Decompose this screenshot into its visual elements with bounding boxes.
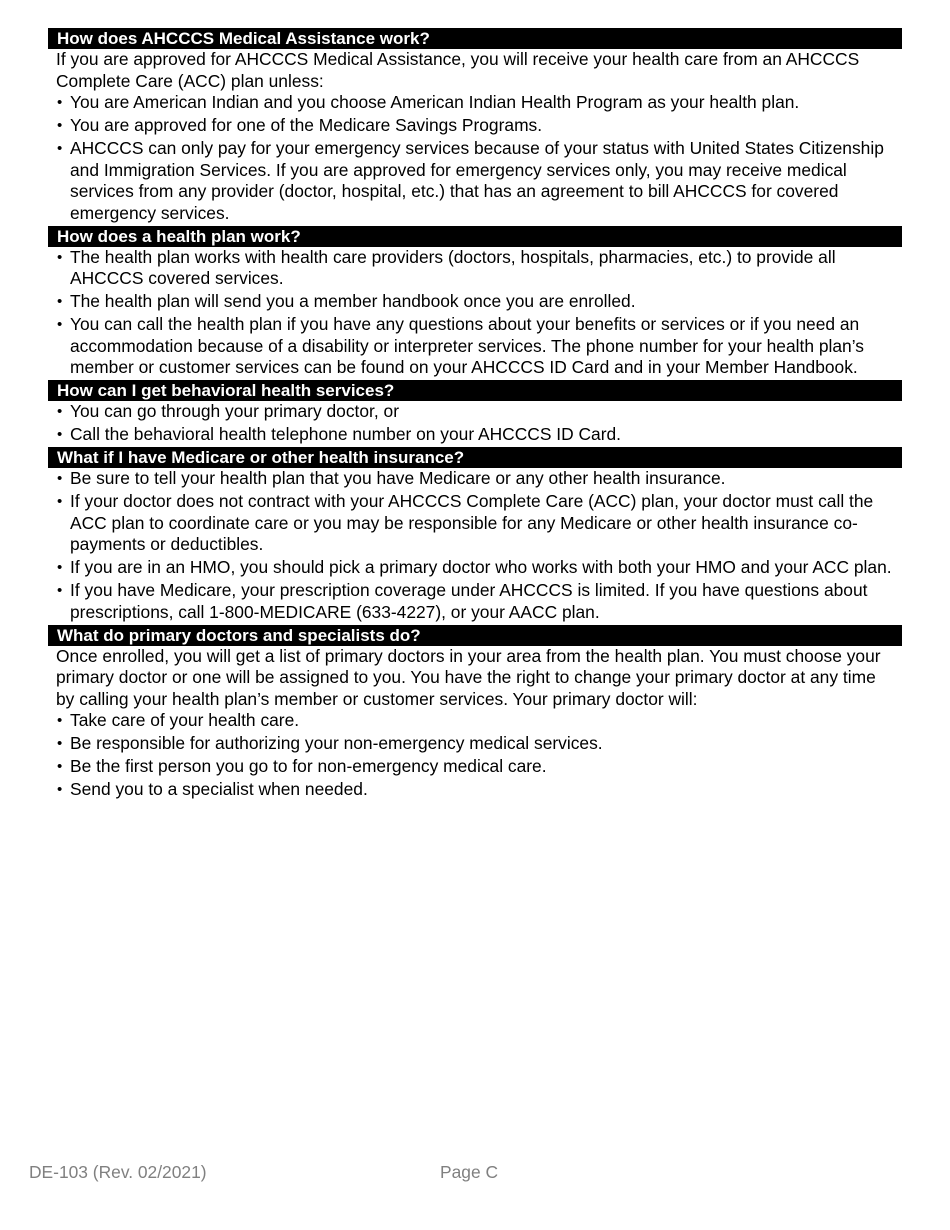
list-item: • If you are in an HMO, you should pick a primary doctor who works with both your HMO and your ACC plan. [57, 557, 892, 577]
list-item: • If you have Medicare, your prescription coverage under AHCCCS is limited. If you have questions about prescriptions, call 1-800-MEDICARE (633-4227), or your AACC plan. [57, 580, 868, 622]
list-item: • Be responsible for authorizing your non-emergency medical services. [57, 733, 603, 753]
bullet-list [48, 92, 902, 224]
list-item: • You can call the health plan if you have any questions about your benefits or services or if you need an accommodation because of a disability or interpreter services. The phone number for your health plan’s member or customer services can be found on your AHCCCS ID Card and in your Member Handbook. [57, 314, 864, 377]
page-number-footer: Page C [440, 1162, 499, 1182]
bullet-icon: • [57, 712, 63, 729]
section-behavioral-health [48, 380, 902, 446]
section-heading: What do primary doctors and specialists do? [48, 625, 902, 646]
bullet-icon: • [57, 293, 63, 310]
list-item: • Send you to a specialist when needed. [57, 779, 368, 799]
document-body [48, 28, 902, 802]
section-health-plan [48, 226, 902, 379]
section-heading: How does AHCCCS Medical Assistance work? [48, 28, 902, 49]
bullet-icon: • [57, 94, 63, 111]
list-item: • Take care of your health care. [57, 710, 300, 730]
section-heading: How can I get behavioral health services? [48, 380, 902, 401]
list-item: • AHCCCS can only pay for your emergency services because of your status with United States Citizenship and Immigration Services. If you are approved for emergency services only, you may receive medical services from any provider (doctor, hospital, etc.) that has an agreement to bill AHCCCS for covered emergency services. [57, 138, 884, 223]
bullet-icon: • [57, 140, 63, 157]
bullet-icon: • [57, 403, 63, 420]
bullet-icon: • [57, 117, 63, 134]
bullet-icon: • [57, 781, 63, 798]
list-item: • You are American Indian and you choose American Indian Health Program as your health plan. [57, 92, 800, 112]
bullet-icon: • [57, 426, 63, 443]
bullet-list [48, 710, 902, 801]
list-item: • If your doctor does not contract with your AHCCCS Complete Care (ACC) plan, your doctor must call the ACC plan to coordinate care or you may be responsible for any Medicare or other health insurance co-payments or deductibles. [57, 491, 874, 554]
form-id-footer: DE-103 (Rev. 02/2021) [29, 1162, 207, 1182]
section-heading: What if I have Medicare or other health insurance? [48, 447, 902, 468]
list-item: • Be sure to tell your health plan that you have Medicare or any other health insurance. [57, 468, 726, 488]
section-heading: How does a health plan work? [48, 226, 902, 247]
section-intro: Once enrolled, you will get a list of primary doctors in your area from the health plan. You must choose your primary doctor or one will be assigned to you. You have the right to change your primary doctor at any time by calling your health plan’s member or customer services. Your primary doctor will: [56, 645, 881, 709]
section-intro: If you are approved for AHCCCS Medical Assistance, you will receive your health care from an AHCCCS Complete Care (ACC) plan unless: [56, 49, 860, 91]
list-item: • You can go through your primary doctor, or [57, 401, 400, 421]
bullet-icon: • [57, 248, 63, 266]
list-item: • Call the behavioral health telephone number on your AHCCCS ID Card. [57, 424, 622, 444]
list-item: • The health plan works with health care providers (doctors, hospitals, pharmacies, etc.) to provide all AHCCCS covered services. [57, 246, 836, 288]
section-primary-doctors [48, 625, 902, 801]
section-medicare-other-insurance [48, 447, 902, 623]
bullet-icon: • [57, 493, 63, 510]
bullet-icon: • [57, 559, 63, 576]
bullet-icon: • [57, 582, 63, 599]
bullet-icon: • [57, 316, 63, 333]
bullet-list [48, 401, 902, 446]
section-ahcccs-medical-assistance [48, 28, 902, 224]
bullet-icon: • [57, 758, 63, 775]
list-item: • You are approved for one of the Medicare Savings Programs. [57, 115, 543, 135]
bullet-icon: • [57, 470, 63, 487]
bullet-list [48, 468, 902, 623]
list-item: • Be the first person you go to for non-emergency medical care. [57, 756, 547, 776]
bullet-list [48, 247, 902, 379]
bullet-icon: • [57, 735, 63, 752]
list-item: • The health plan will send you a member handbook once you are enrolled. [57, 291, 636, 311]
